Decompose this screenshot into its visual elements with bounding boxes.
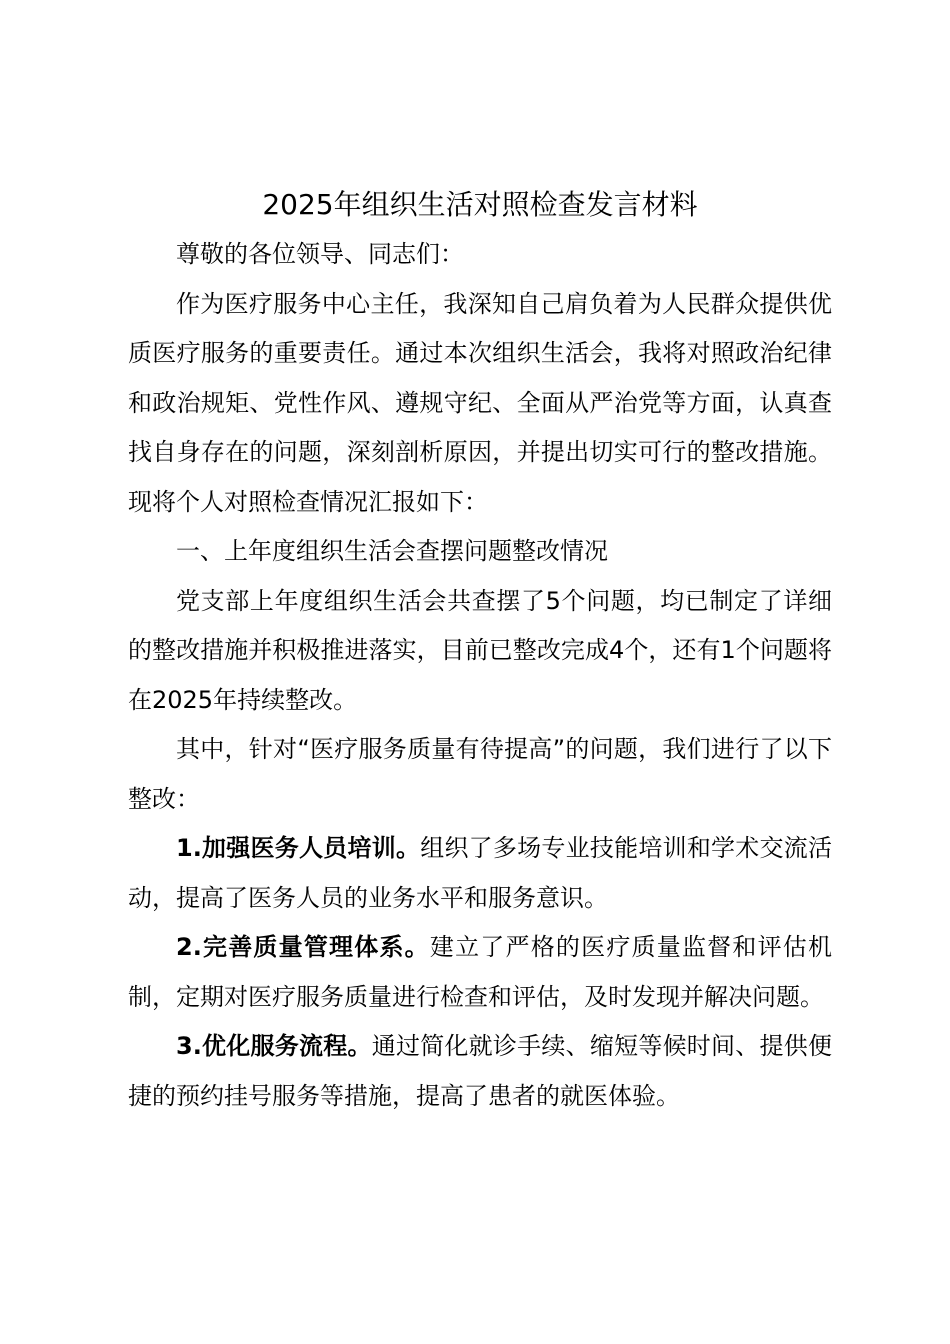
measure-item-text: 组织了多场专业技能培训和学术交流活动，提高了医务人员的业务水平和服务意识。 [128, 834, 833, 912]
measure-item-1 [128, 824, 832, 923]
measure-item-heading: 1.加强医务人员培训。 [176, 834, 421, 862]
intro-paragraph: 作为医疗服务中心主任，我深知自己肩负着为人民群众提供优质医疗服务的重要责任。通过本次组织生活会，我将对照政治纪律和政治规矩、党性作风、遵规守纪、全面从严治党等方面，认真查找自身存在的问题，深刻剖析原因，并提出切实可行的整改措施。现将个人对照检查情况汇报如下： [128, 289, 832, 516]
section-summary: 党支部上年度组织生活会共查摆了5个问题，均已制定了详细的整改措施并积极推进落实，目前已整改完成4个，还有1个问题将在2025年持续整改。 [128, 586, 832, 714]
measure-item-text: 建立了严格的医疗质量监督和评估机制，定期对医疗服务质量进行检查和评估，及时发现并解决问题。 [128, 933, 832, 1011]
document-title: 2025年组织生活对照检查发言材料 [262, 188, 698, 221]
section-heading: 一、上年度组织生活会查摆问题整改情况 [176, 537, 608, 565]
document-body [128, 230, 832, 1121]
measure-item-text: 通过简化就诊手续、缩短等候时间、提供便捷的预约挂号服务等措施，提高了患者的就医体验。 [128, 1032, 832, 1110]
measure-item-heading: 3.优化服务流程。 [176, 1032, 372, 1060]
measure-item-heading: 2.完善质量管理体系。 [176, 933, 430, 961]
measure-item-2 [128, 923, 832, 1022]
salutation: 尊敬的各位领导、同志们： [176, 240, 464, 268]
measure-item-3 [128, 1022, 832, 1121]
section-lead: 其中，针对“医疗服务质量有待提高”的问题，我们进行了以下整改： [128, 735, 832, 813]
